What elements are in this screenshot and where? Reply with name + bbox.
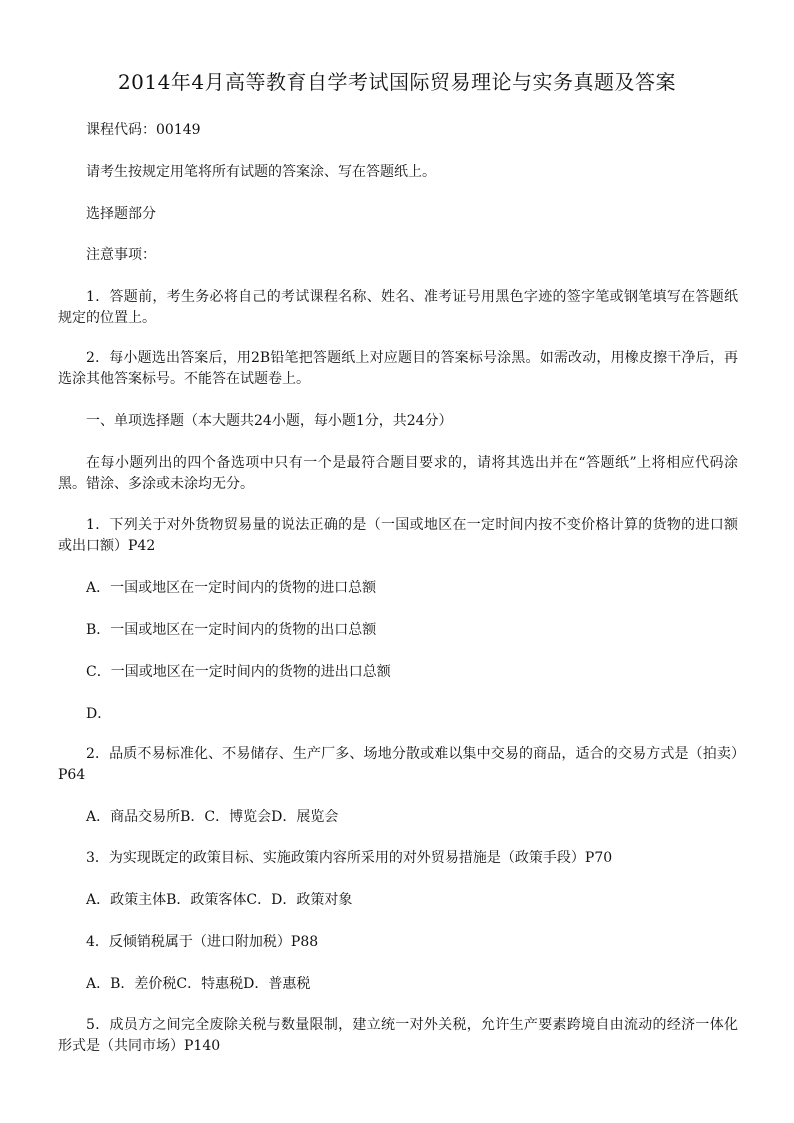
question-1-option-b: B．一国或地区在一定时间内的货物的出口总额 [86, 622, 377, 638]
question-2-options: A．商品交易所B．C．博览会D．展览会 [86, 809, 339, 825]
question-3: 3．为实现既定的政策目标、实施政策内容所采用的对外贸易措施是（政策手段）P70 [86, 850, 613, 866]
question-4: 4．反倾销税属于（进口附加税）P88 [86, 934, 319, 950]
note-2: 2．每小题选出答案后，用2B铅笔把答题纸上对应题目的答案标号涂黑。如需改动，用橡皮擦干净后，再选涂其他答案标号。不能答在试题卷上。 [58, 350, 738, 387]
section-label: 选择题部分 [86, 206, 156, 222]
notes-label: 注意事项： [86, 247, 156, 263]
part-1-heading: 一、单项选择题（本大题共24小题，每小题1分，共24分） [86, 413, 453, 429]
question-1-option-a: A．一国或地区在一定时间内的货物的进口总额 [86, 580, 377, 596]
note-1: 1．答题前，考生务必将自己的考试课程名称、姓名、准考证号用黑色字迹的签字笔或钢笔填写在答题纸规定的位置上。 [58, 289, 738, 326]
question-1: 1．下列关于对外货物贸易量的说法正确的是（一国或地区在一定时间内按不变价格计算的货物的进口额或出口额）P42 [58, 517, 738, 554]
exam-instruction: 请考生按规定用笔将所有试题的答案涂、写在答题纸上。 [86, 164, 436, 180]
question-4-options: A．B．差价税C．特惠税D．普惠税 [86, 976, 311, 992]
question-3-options: A．政策主体B．政策客体C．D．政策对象 [86, 892, 353, 908]
part-1-instruction: 在每小题列出的四个备选项中只有一个是最符合题目要求的，请将其选出并在“答题纸”上将相应代码涂黑。错涂、多涂或未涂均无分。 [58, 455, 738, 492]
page-title: 2014年4月高等教育自学考试国际贸易理论与实务真题及答案 [117, 70, 677, 94]
question-5: 5．成员方之间完全废除关税与数量限制，建立统一对外关税，允许生产要素跨境自由流动的经济一体化形式是（共同市场）P140 [58, 1017, 738, 1054]
course-code: 课程代码：00149 [86, 122, 201, 138]
question-2: 2．品质不易标准化、不易储存、生产厂多、场地分散或难以集中交易的商品，适合的交易方式是（拍卖）P64 [58, 746, 738, 783]
question-1-option-c: C．一国或地区在一定时间内的货物的进出口总额 [86, 664, 391, 680]
question-1-option-d: D． [86, 706, 112, 722]
